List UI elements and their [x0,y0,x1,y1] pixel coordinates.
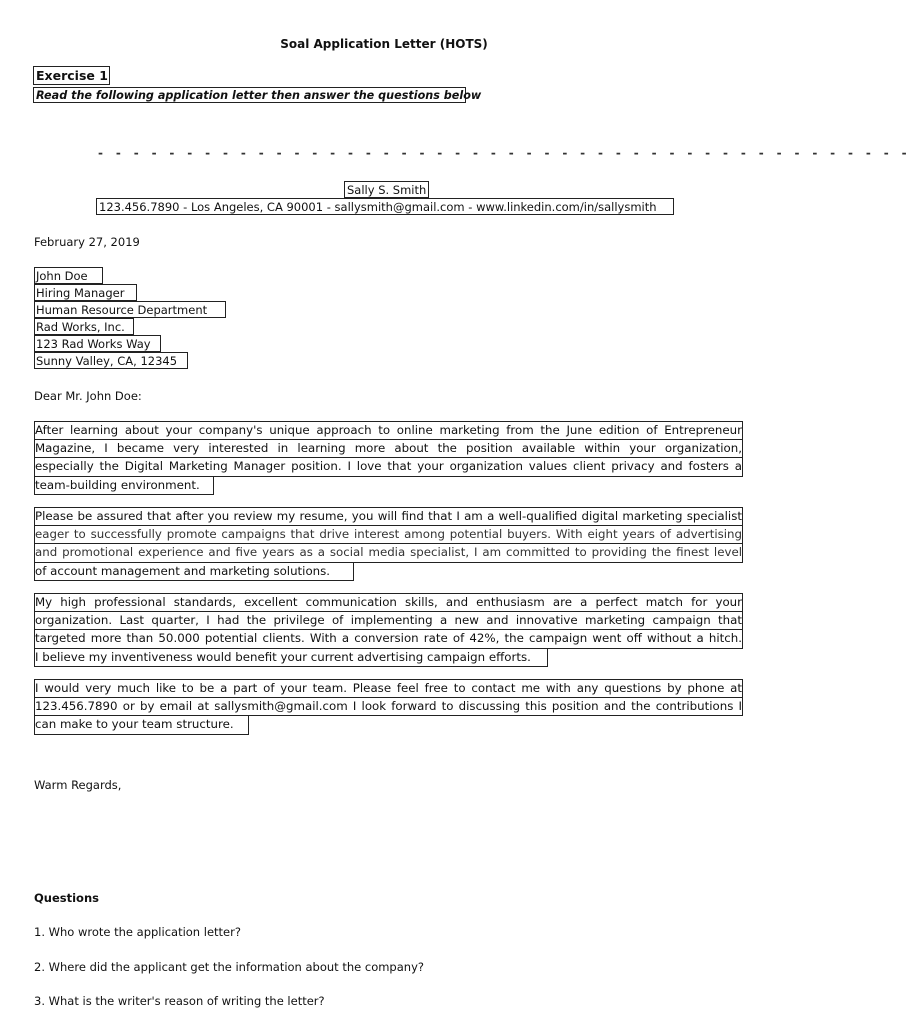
separator-line: - - - - - - - - - - - - - - - - - - - - - - - - - - - - - - - - - - - - - - - - - - - - - - [98,146,911,160]
body-paragraph-3 [34,594,743,667]
paragraph-line: eager to successfully promote campaigns that drive interest among potential buyers. With eight years of advertising [34,525,743,544]
paragraph-line: of account management and marketing solutions. [34,562,354,581]
body-paragraph-1 [34,422,743,495]
exercise-instruction: Read the following application letter then answer the questions below [33,87,466,103]
paragraph-line: 123.456.7890 or by email at sallysmith@gmail.com I look forward to discussing this position and the contributions I [34,697,743,716]
sender-contact-line: 123.456.7890 - Los Angeles, CA 90001 - sallysmith@gmail.com - www.linkedin.com/in/sallysmith [96,198,674,215]
recipient-name: John Doe [34,267,103,284]
salutation: Dear Mr. John Doe: [34,389,142,403]
paragraph-line: Magazine, I became very interested in learning more about the position available within your organization, [34,439,743,458]
body-paragraph-2 [34,508,743,581]
paragraph-line: targeted more than 50.000 potential clients. With a conversion rate of 42%, the campaign went off without a hitch. [34,629,743,648]
paragraph-line: especially the Digital Marketing Manager position. I love that your organization values client privacy and fosters a [34,457,743,476]
recipient-company: Rad Works, Inc. [34,318,134,335]
recipient-city: Sunny Valley, CA, 12345 [34,352,188,369]
letter-date: February 27, 2019 [34,235,140,249]
paragraph-line: I would very much like to be a part of your team. Please feel free to contact me with any questions by phone at [34,679,743,698]
recipient-department: Human Resource Department [34,301,226,318]
closing: Warm Regards, [34,778,122,792]
body-paragraph-4 [34,680,743,735]
questions-heading: Questions [34,891,99,905]
paragraph-line: I believe my inventiveness would benefit your current advertising campaign efforts. [34,648,548,667]
paragraph-line: After learning about your company's unique approach to online marketing from the June edition of Entrepreneur [34,421,743,440]
paragraph-line: team-building environment. [34,476,214,495]
recipient-street: 123 Rad Works Way [34,335,161,352]
paragraph-line: and promotional experience and five years as a social media specialist, I am committed to providing the finest level [34,543,743,562]
question-item: 1. Who wrote the application letter? [34,925,241,939]
sender-name: Sally S. Smith [344,181,429,198]
exercise-label: Exercise 1 [33,66,110,85]
paragraph-line: can make to your team structure. [34,715,249,734]
document-title: Soal Application Letter (HOTS) [280,37,488,51]
question-item: 2. Where did the applicant get the information about the company? [34,960,424,974]
recipient-title: Hiring Manager [34,284,137,301]
paragraph-line: My high professional standards, excellent communication skills, and enthusiasm are a perfect match for your [34,593,743,612]
paragraph-line: organization. Last quarter, I had the privilege of implementing a new and innovative marketing campaign that [34,611,743,630]
question-item: 3. What is the writer's reason of writing the letter? [34,994,325,1008]
paragraph-line: Please be assured that after you review my resume, you will find that I am a well-qualified digital marketing specialist [34,507,743,526]
